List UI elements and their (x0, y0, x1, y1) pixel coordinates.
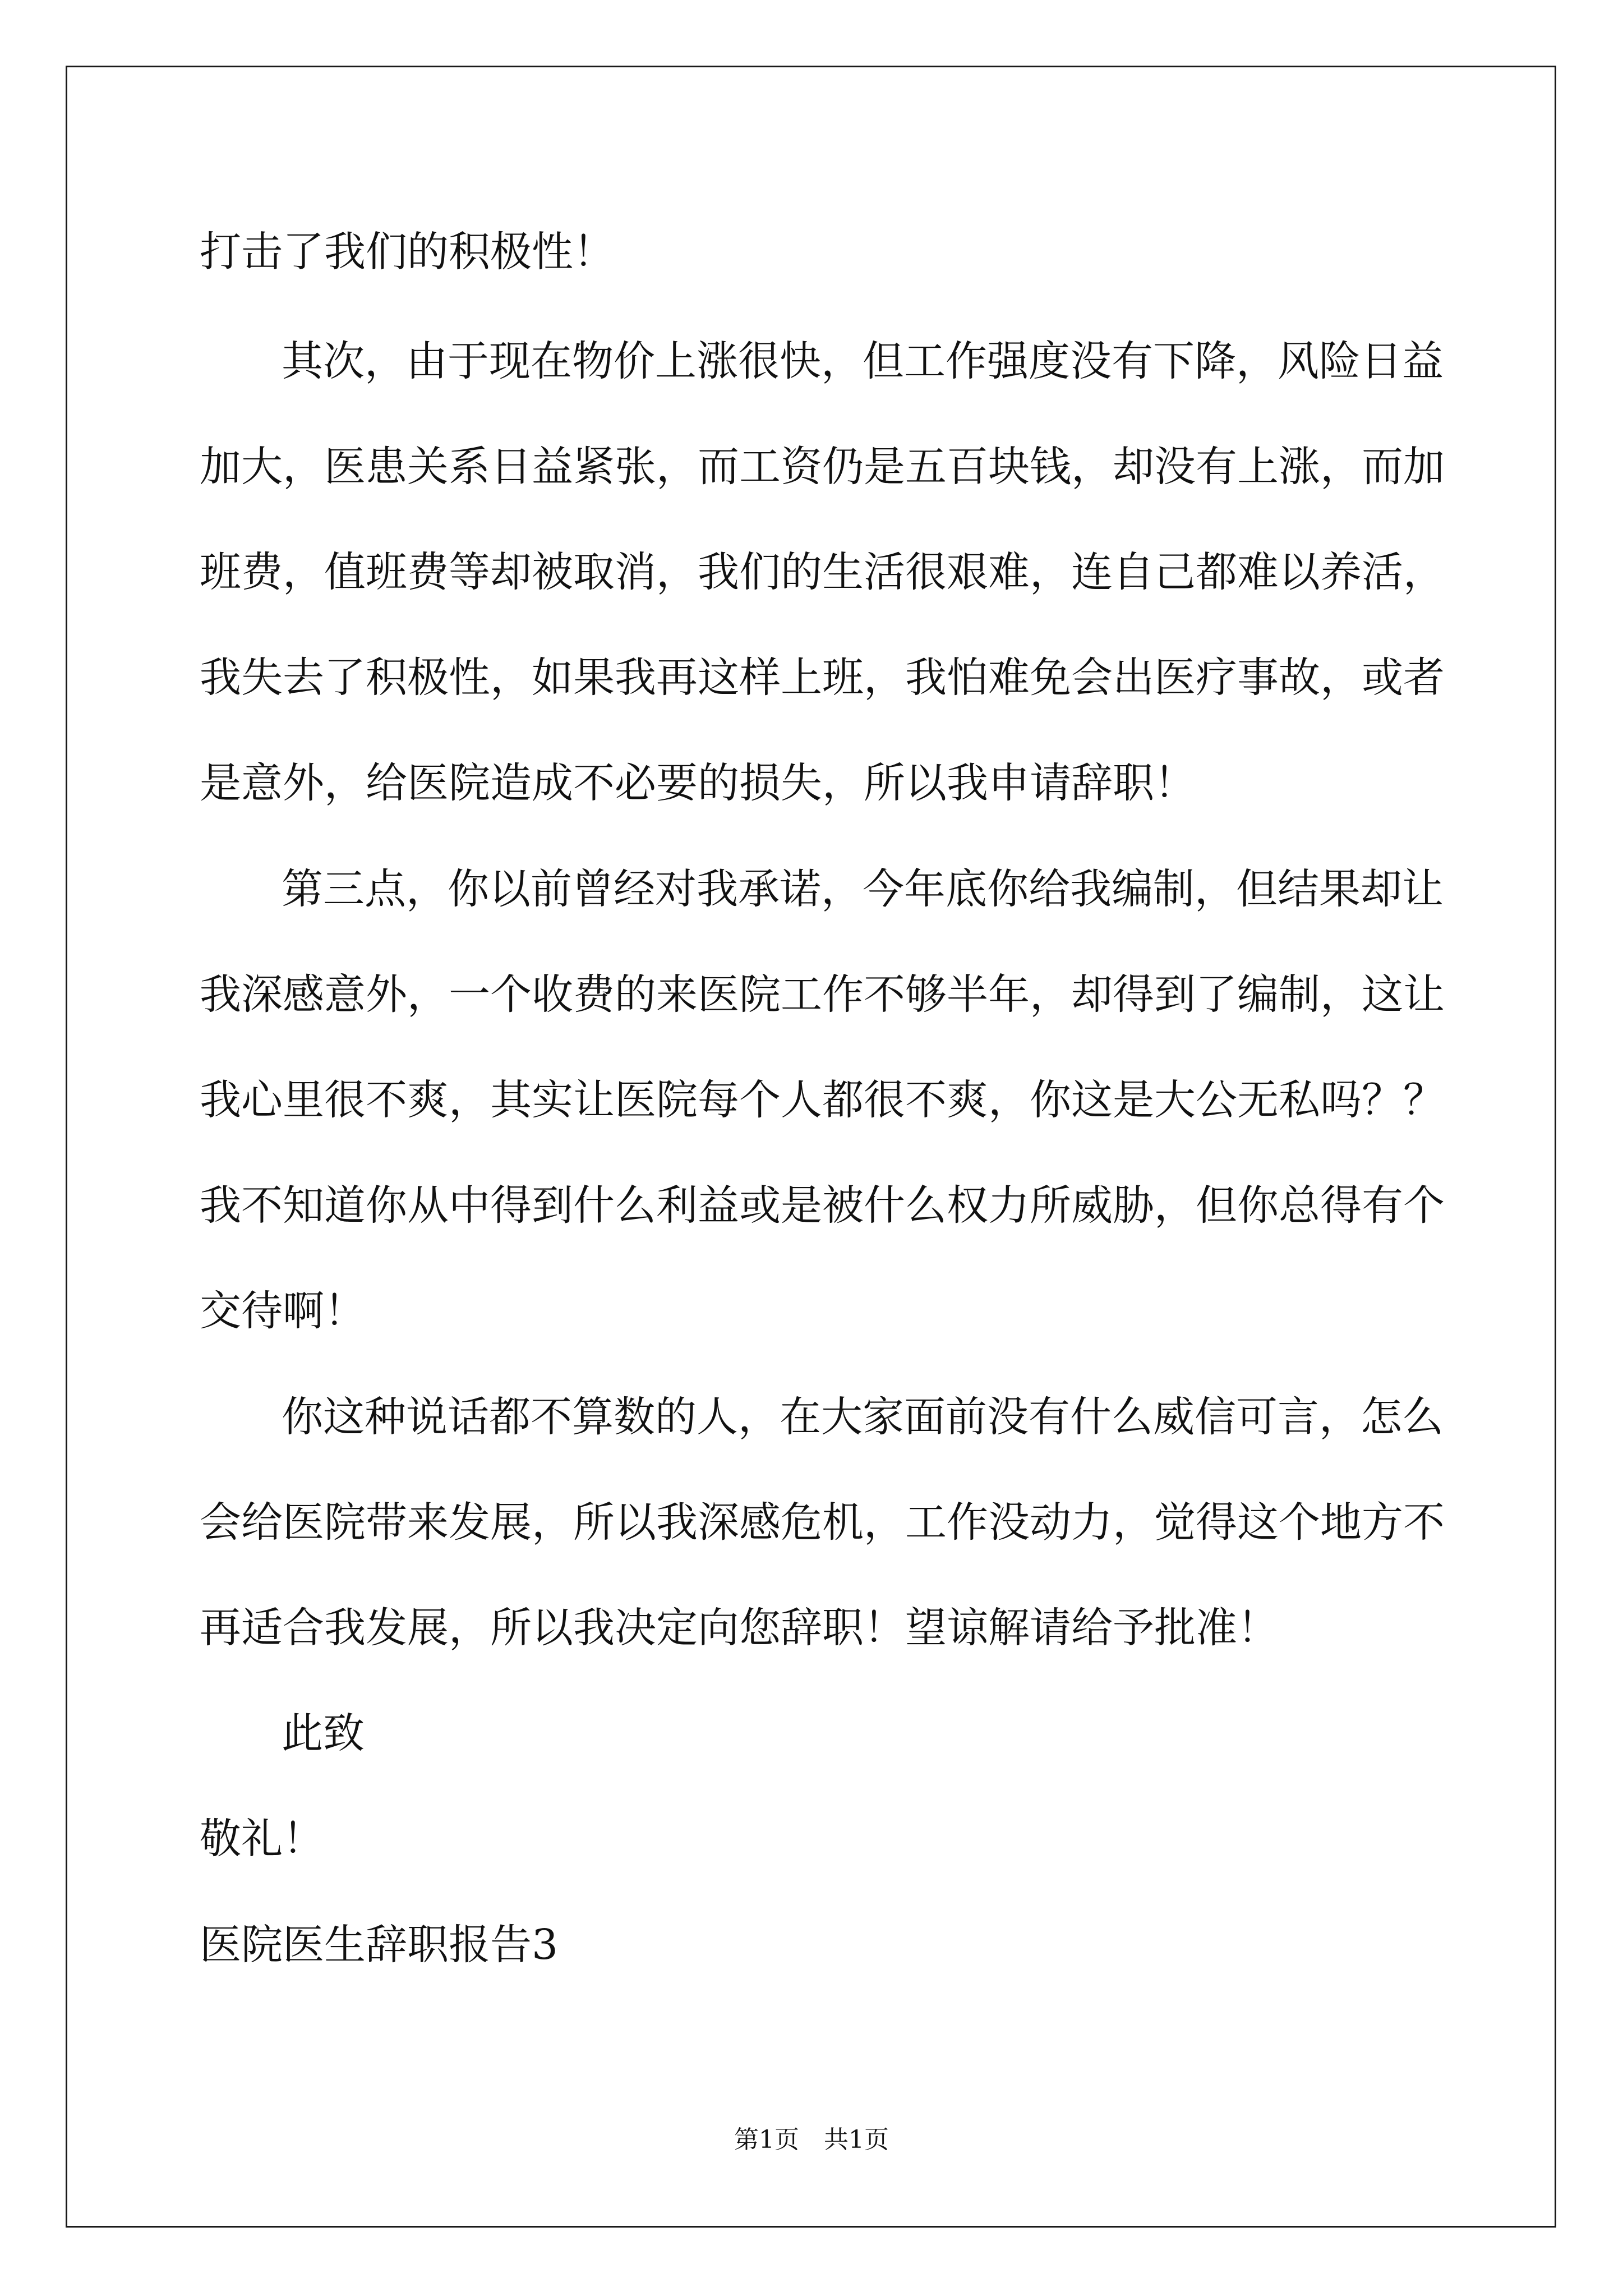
body-line: 交待啊！ (200, 1287, 366, 1335)
body-line: 是意外，给医院造成不必要的损失，所以我申请辞职！ (200, 759, 1196, 807)
body-line: 打击了我们的积极性！ (200, 228, 615, 276)
page-number-footer: 第1页 共1页 (734, 2125, 889, 2154)
body-line: 加大，医患关系日益紧张，而工资仍是五百块钱，却没有上涨，而加 (200, 443, 1445, 491)
page-border (66, 66, 1556, 2228)
body-line: 我失去了积极性，如果我再这样上班，我怕难免会出医疗事故，或者 (200, 654, 1445, 702)
paragraph-first-line: 其次，由于现在物价上涨很快，但工作强度没有下降，风险日益 (282, 337, 1444, 385)
body-line: 我心里很不爽，其实让医院每个人都很不爽，你这是大公无私吗？？ (200, 1076, 1445, 1124)
body-line: 我不知道你从中得到什么利益或是被什么权力所威胁，但你总得有个 (200, 1181, 1445, 1230)
body-line: 会给医院带来发展，所以我深感危机，工作没动力，觉得这个地方不 (200, 1498, 1445, 1547)
closing-salutation: 此致 (282, 1709, 365, 1757)
section-heading: 医院医生辞职报告3 (200, 1921, 559, 1969)
body-line: 再适合我发展，所以我决定向您辞职！望谅解请给予批准！ (200, 1604, 1279, 1652)
paragraph-first-line: 你这种说话都不算数的人，在大家面前没有什么威信可言，怎么 (282, 1393, 1444, 1441)
closing-regards: 敬礼！ (200, 1815, 324, 1863)
body-line: 我深感意外，一个收费的来医院工作不够半年，却得到了编制，这让 (200, 970, 1445, 1019)
body-line: 班费，值班费等却被取消，我们的生活很艰难，连自己都难以养活， (200, 548, 1445, 596)
paragraph-first-line: 第三点，你以前曾经对我承诺，今年底你给我编制，但结果却让 (282, 865, 1444, 913)
